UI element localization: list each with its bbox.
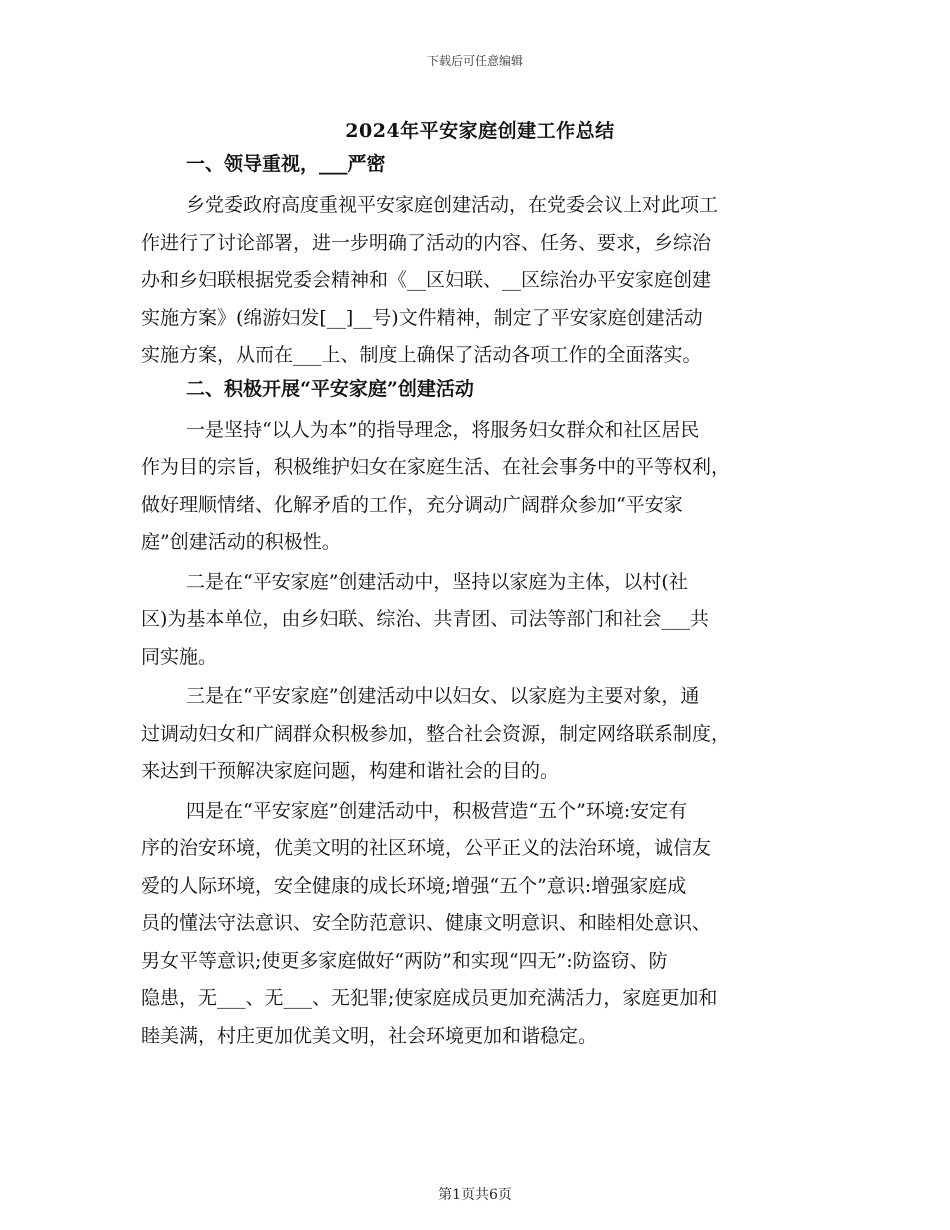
text-line: 办和乡妇联根据党委会精神和《__区妇联、__区综治办平安家庭创建 xyxy=(141,269,712,291)
text-line: 过调动妇女和广阔群众积极参加，整合社会资源，制定网络联系制度， xyxy=(141,722,731,745)
paragraph-4 xyxy=(141,793,801,1056)
text-line: 男女平等意识;使更多家庭做好“两防”和实现“四无”:防盗窃、防 xyxy=(141,949,668,972)
text-line: 庭”创建活动的积极性。 xyxy=(141,531,341,553)
text-line: 四是在“平安家庭”创建活动中，积极营造“五个”环境:安定有 xyxy=(186,799,688,822)
text-line: 二是在“平安家庭”创建活动中，坚持以家庭为主体，以村(社 xyxy=(186,570,688,593)
text-line: 作进行了讨论部署，进一步明确了活动的内容、任务、要求，乡综治 xyxy=(141,231,712,254)
document-body xyxy=(141,150,801,1055)
paragraph-3 xyxy=(141,678,801,791)
header-note: 下载后可任意编辑 xyxy=(426,54,523,68)
text-line: 一是坚持“以人为本”的指导理念，将服务妇女群众和社区居民 xyxy=(186,418,700,441)
page-number-footer: 第1页共6页 xyxy=(438,1187,512,1203)
paragraph-1 xyxy=(141,412,801,562)
text-line: 实施方案，从而在___上、制度上确保了活动各项工作的全面落实。 xyxy=(141,344,702,366)
text-line: 序的治安环境，优美文明的社区环境，公平正义的法治环境，诚信友 xyxy=(141,837,712,859)
text-line: 员的懂法守法意识、安全防范意识、健康文明意识、和睦相处意识、 xyxy=(141,912,712,934)
text-line: 实施方案》(绵游妇发[__]__号)文件精神，制定了平安家庭创建活动 xyxy=(141,306,703,329)
text-line: 做好理顺情绪、化解矛盾的工作，充分调动广阔群众参加“平安家 xyxy=(141,493,683,516)
text-line: 作为目的宗旨，积极维护妇女在家庭生活、在社会事务中的平等权利， xyxy=(141,456,731,478)
section-heading-2: 二、积极开展“平安家庭”创建活动 xyxy=(186,377,474,400)
text-line: 同实施。 xyxy=(141,645,218,668)
document-title: 2024年平安家庭创建工作总结 xyxy=(345,120,615,142)
text-line: 来达到干预解决家庭问题，构建和谐社会的目的。 xyxy=(141,760,560,782)
text-line: 三是在“平安家庭”创建活动中以妇女、以家庭为主要对象，通 xyxy=(186,685,700,707)
text-line: 乡党委政府高度重视平安家庭创建活动，在党委会议上对此项工 xyxy=(186,194,719,216)
text-line: 爱的人际环境，安全健康的成长环境;增强“五个”意识:增强家庭成 xyxy=(141,874,687,897)
text-line: 隐患，无___、无___、无犯罪;使家庭成员更加充满活力，家庭更加和 xyxy=(141,987,718,1009)
section-heading-1: 一、领导重视，___严密 xyxy=(186,153,386,175)
paragraph-section1 xyxy=(141,187,801,375)
text-line: 区)为基本单位，由乡妇联、综治、共青团、司法等部门和社会___共 xyxy=(141,608,709,630)
paragraph-2 xyxy=(141,564,801,677)
text-line: 睦美满，村庄更加优美文明，社会环境更加和谐稳定。 xyxy=(141,1024,598,1047)
